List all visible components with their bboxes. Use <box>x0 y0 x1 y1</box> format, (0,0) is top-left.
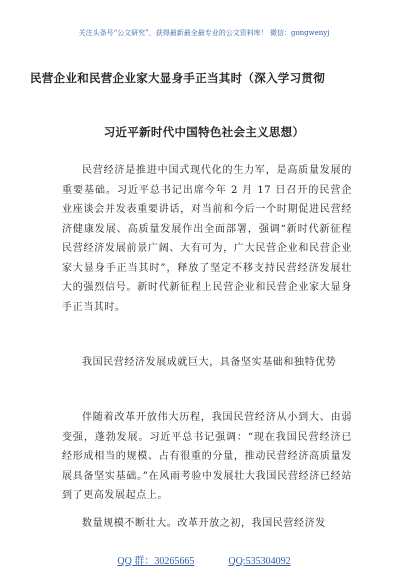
footer-qq: QQ:535304092 <box>228 556 291 567</box>
footer-qq-group: QQ 群：30265665 <box>117 556 195 567</box>
paragraph-scale: 数量规模不断壮大。改革开放之初，我国民营经济发 <box>82 518 326 529</box>
section-heading-paragraph: 我国民营经济发展成就巨大，具备坚实基础和独特优势 <box>82 357 337 368</box>
paragraph-development: 伴随着改革开放伟大历程，我国民营经济从小到大、由弱变强，蓬勃发展。习近平总书记强调：“现在我国民营经济已经形成相当的规模、占有很重的分量，推动民营经济高质量发展具备坚实基础。”在风雨考验中发展壮大我国民营经济已经站到了更高发展起点上。 <box>62 412 352 501</box>
header-note: 关注头条号“公文研究”，获得最新最全最专业的公文资料库！ 微信：gongwenyj <box>78 29 330 37</box>
document-title-line-2: 习近平新时代中国特色社会主义思想） <box>103 125 305 139</box>
paragraph-intro: 民营经济是推进中国式现代化的生力军，是高质量发展的重要基础。习近平总书记出席今年 2 月 17 日召开的民营企业座谈会并发表重要讲话，对当前和今后一个时期促进民营经济健康发展、高质量发展作出全面部署，强调“新时代新征程民营经济发展前景广阔、大有可为，广大民营企业和民营企业家大显身手正当其时”，释放了坚定不移支持民营经济发展壮大的强烈信号。新时代新征程上民营企业和民营企业家大显身手正当其时。 <box>62 165 352 313</box>
footer-contacts <box>0 552 408 567</box>
document-title-line-1: 民营企业和民营企业家大显身手正当其时（深入学习贯彻 <box>30 71 325 85</box>
